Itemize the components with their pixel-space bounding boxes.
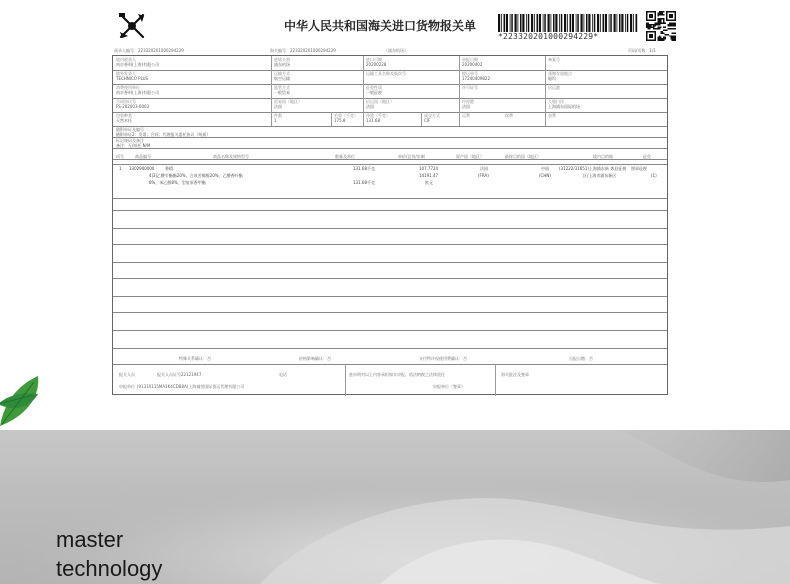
- col-domestic-dest: 境内目的地: [593, 154, 613, 159]
- customs-remark-label: 海关批注及签章: [501, 372, 529, 377]
- goods-origin-code: (FRA): [478, 173, 489, 178]
- col-exemption: 征免: [643, 154, 651, 159]
- col-hs-code: 商品编号: [135, 154, 151, 159]
- royalty-confirm: 支付特许权使用费确认：否: [419, 356, 467, 361]
- goods-origin: 法国: [480, 166, 488, 171]
- transport-mode-field: 运输方式 航空运输: [274, 71, 290, 81]
- document-title: 中华人民共和国海关进口货物报关单: [284, 19, 477, 33]
- package-count-field: 件数 1: [274, 113, 282, 123]
- goods-exemption: 照章征税: [631, 166, 647, 171]
- goods-domestic-dest-2: 区/上海市浦东新区: [583, 173, 617, 178]
- freight-field: 运费: [462, 113, 470, 118]
- overseas-consignor-field: 境外发货人 TECHNICO PLUS: [116, 71, 149, 81]
- col-quantity: 数量及单位: [335, 154, 355, 159]
- entry-point-field: 入境口岸 上海浦东国际机场: [548, 99, 580, 109]
- record-number-field: 备案号: [548, 57, 560, 62]
- declarant-label: 报关人员: [119, 372, 135, 377]
- caption-line-2: technology: [56, 556, 163, 581]
- goods-name: 香精: [165, 166, 173, 171]
- consignee-field: 境内收货人 南京香料(上海)有限公司: [116, 57, 160, 67]
- self-report-confirm: 自报自缴：否: [569, 356, 593, 361]
- contract-number-field: 合同协议号 FS-202003-0003: [116, 99, 150, 109]
- misc-fee-field: 杂费: [548, 113, 556, 118]
- unit-seal-label: 申报单位（签章）: [433, 384, 465, 389]
- page-count: 页码/页数：1/1: [628, 48, 656, 53]
- goods-spec-2: 8%，苯乙醇8%，型复原香甲酯: [149, 180, 206, 185]
- transit-port-field: 经停港 法国: [462, 99, 474, 109]
- col-item-no: 项号: [116, 154, 124, 159]
- package-type-field: 包装种类 天然木托: [116, 113, 132, 123]
- marks-label: 标记唛码及备注: [116, 138, 144, 143]
- customs-emblem-icon: [116, 10, 148, 42]
- import-date-field: 进口日期 20200228: [366, 57, 387, 67]
- insurance-field: 保费: [505, 113, 513, 118]
- goods-exemption-code: (1): [651, 173, 657, 178]
- declare-unit-label: 申报单位: [119, 384, 135, 389]
- goods-domestic-dest: (31222/31651)上海浦东新 郊县征税: [559, 166, 627, 171]
- declarant-id: 报关人员证号22121947: [157, 372, 202, 377]
- barcode-icon: [498, 14, 638, 32]
- gross-weight-field: 毛重（千克） 175.8: [334, 113, 358, 123]
- attached-docs-value: 随附单证2：发票；合同；代理报关委托协议（纸质）: [116, 132, 211, 137]
- legal-statement: 兹申明对以上内容承担如实申报、依法纳税之法律责任: [349, 372, 445, 377]
- origin-country-field: 启运国（地区） 法国: [366, 99, 394, 109]
- declare-unit-value: (91310115MA1K4CDB8A)上海诚誉国际货运代理有限公司: [137, 384, 245, 389]
- marks-value: 备注：无/纸托 N/M: [116, 143, 151, 148]
- col-origin: 原产国（地区）: [456, 154, 484, 159]
- goods-hs-code: 3302900000: [129, 166, 155, 171]
- special-relation-confirm: 特殊关系确认：否: [179, 356, 211, 361]
- declaration-form-grid: [112, 55, 668, 395]
- bill-of-lading-field: 提运单号 17240409822: [462, 71, 490, 81]
- storage-location-field: 货物存放地点 船坞: [548, 71, 572, 81]
- col-destination: 最终目的国（地区）: [505, 154, 541, 159]
- goods-currency: 欧元: [425, 180, 433, 185]
- levy-nature-field: 征免性质 一般征税: [366, 85, 382, 95]
- attached-docs-label: 随附单证及编号: [116, 127, 144, 132]
- pre-entry-number: 预录入编号：223320201000294229: [114, 48, 184, 53]
- net-weight-field: 净重（千克） 131.68: [366, 113, 390, 123]
- supervision-mode-field: 监管方式 一般贸易: [274, 85, 290, 95]
- goods-unit-price: 107.7724: [419, 166, 439, 171]
- leaf-icon: [0, 364, 54, 434]
- caption-line-1: master: [56, 527, 124, 552]
- price-influence-confirm: 价格影响确认：否: [299, 356, 331, 361]
- customs-port: （浦东机场）: [384, 48, 408, 53]
- trade-country-field: 贸易国（地区） 法国: [274, 99, 302, 109]
- goods-destination-code: (CHN): [539, 173, 551, 178]
- phone-label: 电话: [279, 372, 287, 377]
- declare-date-field: 申报日期 20200402: [462, 57, 483, 67]
- qr-code-icon: [646, 11, 676, 41]
- goods-quantity-2: 131.68千克: [353, 180, 375, 185]
- goods-quantity: 131.68千克: [353, 166, 375, 171]
- customs-declaration-document: [112, 8, 668, 396]
- vehicle-name-field: 运输工具名称及航次号: [366, 71, 406, 76]
- col-price: 单价/总价/币制: [398, 154, 425, 159]
- col-goods-name: 商品名称及规格型号: [213, 154, 249, 159]
- entry-port-field: 进境关别 浦东机场: [274, 57, 290, 67]
- caption-text: [56, 525, 162, 583]
- barcode-number: *223320201000294229*: [498, 32, 599, 41]
- deal-mode-field: 成交方式 CIF: [424, 113, 440, 123]
- license-number-field: 许可证号: [462, 85, 478, 90]
- departure-port-field: 启运港: [548, 85, 560, 90]
- goods-spec-1: 4|3|乙酸苄酯酯20%，合成芳樟醇20%，乙酸香叶酯: [149, 173, 243, 178]
- customs-number: 海关编号：223320201000294229: [270, 48, 336, 53]
- goods-destination: 中国: [541, 166, 549, 171]
- consumer-unit-field: 消费使用单位 南京香料(上海)有限公司: [116, 85, 160, 95]
- goods-total-price: 14191.47: [419, 173, 439, 178]
- goods-item-no: 1: [119, 166, 122, 171]
